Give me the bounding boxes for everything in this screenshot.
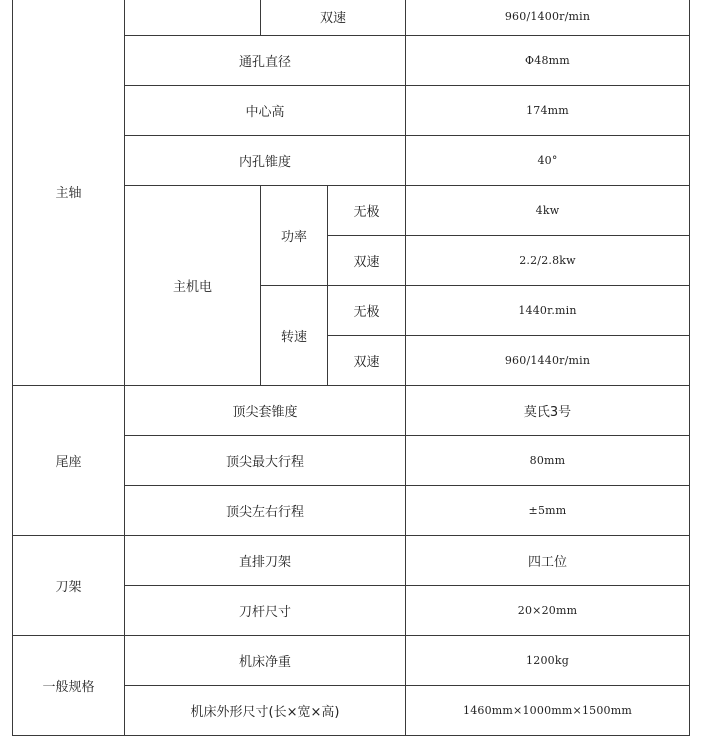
power-stepless-value-cell (405, 185, 690, 236)
power-stepless-value: 4kw (535, 204, 560, 217)
speed-dual-top-value-cell (405, 0, 690, 36)
tool-post-type-label: 直排刀架 (238, 555, 291, 570)
speed-dual-label: 双速 (353, 355, 380, 370)
bore-label-cell (124, 35, 406, 86)
center-height-label-cell (124, 85, 406, 136)
tool-post-type-value: 四工位 (527, 555, 567, 570)
general-row-value-cell (405, 685, 690, 736)
tailstock-row-value-cell (405, 485, 690, 536)
taper-label-cell (124, 135, 406, 186)
power-stepless-label-cell (327, 185, 406, 236)
tool-shank-size-label: 刀杆尺寸 (238, 605, 291, 620)
tool-shank-size-value: 20×20mm (517, 604, 578, 617)
power-stepless-label: 无极 (353, 205, 380, 220)
center-height-value: 174mm (526, 104, 569, 117)
tailstock-row-label-cell (124, 485, 406, 536)
category-spindle (12, 0, 125, 386)
tailstock-taper-label: 顶尖套锥度 (232, 405, 298, 420)
spindle-top-blank-cell (124, 0, 261, 36)
speed-dual-label-cell (327, 335, 406, 386)
category-tool-post-label: 刀架 (55, 580, 82, 595)
speed-stepless-label-cell (327, 285, 406, 336)
tailstock-offset-value: ±5mm (528, 504, 567, 517)
bore-value: Φ48mm (525, 54, 570, 67)
category-general-label: 一般规格 (42, 680, 95, 695)
tailstock-offset-label: 顶尖左右行程 (225, 505, 304, 520)
dimensions-label: 机床外形尺寸(长×宽×高) (190, 705, 340, 720)
speed-dual-value: 960/1440r/min (504, 354, 591, 367)
tool-post-row-label-cell (124, 535, 406, 586)
taper-value-cell (405, 135, 690, 186)
taper-value: 40° (537, 154, 558, 167)
taper-label: 内孔锥度 (238, 155, 291, 170)
speed-dual-top-value: 960/1400r/min (504, 10, 591, 23)
category-spindle-label: 主轴 (55, 186, 82, 201)
center-height-label: 中心高 (245, 105, 285, 120)
category-tailstock-label: 尾座 (55, 455, 82, 470)
motor-label-cell (124, 185, 261, 386)
speed-stepless-value: 1440r.min (518, 304, 577, 317)
general-row-label-cell (124, 635, 406, 686)
category-tool-post (12, 535, 125, 636)
category-tailstock (12, 385, 125, 536)
speed-stepless-value-cell (405, 285, 690, 336)
speed-dual-value-cell (405, 335, 690, 386)
speed-label: 转速 (280, 330, 307, 345)
tailstock-travel-value: 80mm (529, 454, 566, 467)
general-row-value-cell (405, 635, 690, 686)
speed-stepless-label: 无极 (353, 305, 380, 320)
bore-label: 通孔直径 (238, 55, 291, 70)
tailstock-row-value-cell (405, 385, 690, 436)
power-dual-label: 双速 (353, 255, 380, 270)
power-label: 功率 (280, 230, 307, 245)
tailstock-travel-label: 顶尖最大行程 (225, 455, 304, 470)
center-height-value-cell (405, 85, 690, 136)
tailstock-taper-value: 莫氏3号 (523, 405, 572, 420)
power-label-cell (260, 185, 328, 286)
tailstock-row-label-cell (124, 385, 406, 436)
tool-post-row-value-cell (405, 585, 690, 636)
power-dual-value: 2.2/2.8kw (519, 254, 576, 267)
general-row-label-cell (124, 685, 406, 736)
power-dual-label-cell (327, 235, 406, 286)
tool-post-row-value-cell (405, 535, 690, 586)
speed-dual-top-label-cell (260, 0, 406, 36)
speed-dual-top-label: 双速 (319, 11, 346, 26)
speed-label-cell (260, 285, 328, 386)
tailstock-row-label-cell (124, 435, 406, 486)
bore-value-cell (405, 35, 690, 86)
power-dual-value-cell (405, 235, 690, 286)
tool-post-row-label-cell (124, 585, 406, 636)
motor-label: 主机电 (172, 280, 212, 295)
category-general (12, 635, 125, 736)
dimensions-value: 1460mm×1000mm×1500mm (463, 704, 632, 717)
net-weight-label: 机床净重 (238, 655, 291, 670)
tailstock-row-value-cell (405, 435, 690, 486)
net-weight-value: 1200kg (526, 654, 569, 667)
